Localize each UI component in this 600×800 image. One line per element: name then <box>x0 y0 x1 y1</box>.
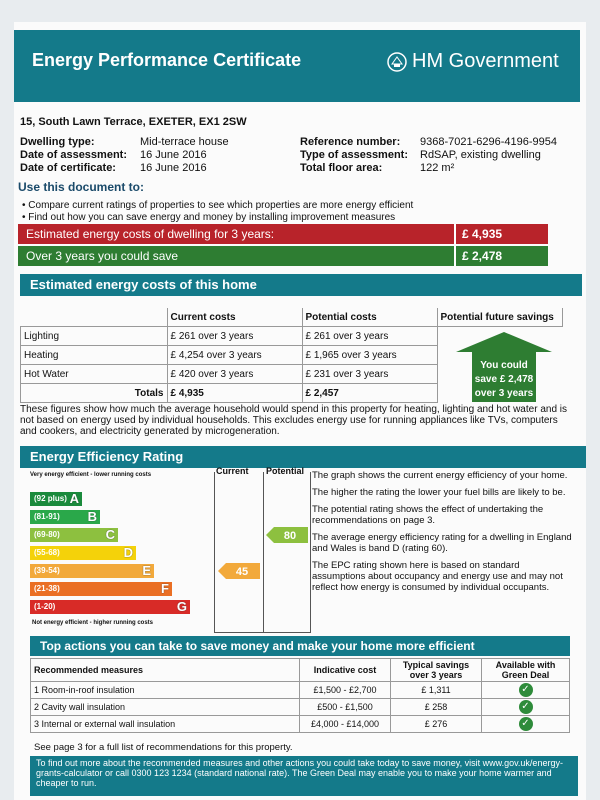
detail-value: RdSAP, existing dwelling <box>420 149 541 161</box>
band-letter: C <box>105 527 115 542</box>
use-heading: Use this document to: <box>18 180 145 194</box>
detail-label: Total floor area: <box>300 162 383 174</box>
col-header: Potential costs <box>302 308 437 327</box>
col-header: Current costs <box>167 308 302 327</box>
detail-value: 16 June 2016 <box>140 162 207 174</box>
potential-cost: £ 261 over 3 years <box>302 327 437 346</box>
measure-name: 2 Cavity wall insulation <box>31 699 300 716</box>
col-header: Indicative cost <box>300 659 391 682</box>
header-banner <box>14 30 580 102</box>
explanation-paragraph: The average energy efficiency rating for a dwelling in England and Wales is band D (rating 60). <box>312 532 572 554</box>
svg-text:45: 45 <box>235 566 249 578</box>
typical-savings: £ 258 <box>391 699 482 716</box>
inefficient-note: Not energy efficient - higher running costs <box>32 620 154 626</box>
detail-value: 122 m² <box>420 162 455 174</box>
certificate-page <box>14 22 586 800</box>
current-header: Current <box>216 466 249 476</box>
savings-summary-value: £ 2,478 <box>454 246 548 266</box>
check-icon: ✓ <box>519 683 533 697</box>
costs-section-title-text: Estimated energy costs of this home <box>30 277 257 292</box>
efficiency-chart <box>28 466 310 632</box>
use-bullet: • Find out how you can save energy and money by installing improvement measures <box>22 212 396 223</box>
use-bullet: • Compare current ratings of properties to see which properties are more energy efficient <box>22 200 414 211</box>
band-g <box>30 600 190 614</box>
potential-column <box>262 472 311 633</box>
table-row <box>31 716 570 733</box>
savings-summary-label: Over 3 years you could save <box>26 249 179 263</box>
detail-label: Reference number: <box>300 136 401 148</box>
col-header: Available with Green Deal <box>482 659 570 682</box>
efficient-note: Very energy efficient - lower running costs <box>30 472 152 478</box>
explanation-paragraph: The EPC rating shown here is based on standard assumptions about occupancy and energy use and may not reflect how energy is consumed by individual occupants. <box>312 560 563 593</box>
savings-arrow <box>456 332 552 402</box>
table-row <box>31 699 570 716</box>
band-range: (1-20) <box>34 602 56 611</box>
cost-summary-bar <box>18 224 548 244</box>
band-letter: B <box>87 509 97 524</box>
col-header: Potential future savings <box>437 308 562 327</box>
property-address: 15, South Lawn Terrace, EXETER, EX1 2SW <box>20 116 247 128</box>
band-f <box>30 582 172 596</box>
band-range: (21-38) <box>34 584 60 593</box>
detail-label: Type of assessment: <box>300 149 409 161</box>
row-label: Hot Water <box>21 365 168 384</box>
current-cost: £ 4,254 over 3 years <box>167 346 302 365</box>
band-range: (92 plus) <box>34 494 67 503</box>
detail-value: 16 June 2016 <box>140 149 207 161</box>
costs-note: These figures show how much the average household would spend in this property for heating, lighting and hot water and is not based on energy used by individual households. This excludes energy use for running appliances like TVs, computers and cookers, and electricity generated by microgeneration. <box>20 404 568 437</box>
typical-savings: £ 1,311 <box>391 682 482 699</box>
totals-label: Totals <box>21 384 168 403</box>
band-range: (69-80) <box>34 530 60 539</box>
band-letter: A <box>69 491 79 506</box>
svg-text:80: 80 <box>283 530 297 542</box>
band-c <box>30 528 118 542</box>
typical-savings: £ 276 <box>391 716 482 733</box>
row-label: Lighting <box>21 327 168 346</box>
detail-label: Date of certificate: <box>20 162 116 174</box>
indicative-cost: £500 - £1,500 <box>300 699 391 716</box>
band-letter: E <box>142 563 151 578</box>
efficiency-explanation <box>312 470 574 599</box>
see-page-note: See page 3 for a full list of recommendations for this property. <box>34 742 293 753</box>
detail-label: Date of assessment: <box>20 149 127 161</box>
savings-arrow-line: over 3 years <box>474 388 534 399</box>
band-range: (55-68) <box>34 548 60 557</box>
page-title: Energy Performance Certificate <box>32 50 302 70</box>
explanation-paragraph: The graph shows the current energy efficiency of your home. <box>312 470 568 481</box>
detail-value: 9368-7021-6296-4196-9954 <box>420 136 558 148</box>
col-header: Typical savings over 3 years <box>391 659 482 682</box>
potential-header: Potential <box>266 466 305 476</box>
government-name: HM Government <box>412 50 559 72</box>
potential-rating-marker <box>266 527 308 543</box>
footer-banner: To find out more about the recommended measures and other actions you could take today to save money, visit www.gov.uk/energy-grants-calculator or call 0300 123 1234 (standard national rate). The Green Deal may enable you to make your home warmer and cheaper to run. <box>30 756 578 796</box>
details-right <box>300 136 557 175</box>
check-icon: ✓ <box>519 700 533 714</box>
detail-value: Mid-terrace house <box>140 136 229 148</box>
band-letter: D <box>123 545 133 560</box>
current-rating-marker <box>218 563 260 579</box>
check-icon: ✓ <box>519 717 533 731</box>
efficiency-title-text: Energy Efficiency Rating <box>30 449 184 464</box>
savings-arrow-line: save £ 2,478 <box>474 374 534 385</box>
explanation-paragraph: The potential rating shows the effect of undertaking the recommendations on page 3. <box>312 504 544 526</box>
band-letter: G <box>176 599 187 614</box>
use-bullet-text: Find out how you can save energy and money by installing improvement measures <box>28 212 396 223</box>
measure-name: 1 Room-in-roof insulation <box>31 682 300 699</box>
government-logo <box>386 50 559 73</box>
measure-name: 3 Internal or external wall insulation <box>31 716 300 733</box>
efficiency-section-title <box>20 446 586 468</box>
indicative-cost: £4,000 - £14,000 <box>300 716 391 733</box>
detail-label: Dwelling type: <box>20 136 95 148</box>
potential-cost: £ 231 over 3 years <box>302 365 437 384</box>
measures-table <box>30 658 570 733</box>
total-current: £ 4,935 <box>167 384 302 403</box>
indicative-cost: £1,500 - £2,700 <box>300 682 391 699</box>
band-range: (81-91) <box>34 512 60 521</box>
col-header: Recommended measures <box>31 659 300 682</box>
band-b <box>30 510 100 524</box>
potential-cost: £ 1,965 over 3 years <box>302 346 437 365</box>
current-cost: £ 261 over 3 years <box>167 327 302 346</box>
current-cost: £ 420 over 3 years <box>167 365 302 384</box>
total-potential: £ 2,457 <box>302 384 437 403</box>
actions-section-title <box>30 636 570 656</box>
savings-summary-bar <box>18 246 548 266</box>
band-a <box>30 492 82 506</box>
cost-summary-label: Estimated energy costs of dwelling for 3 years: <box>26 227 275 241</box>
table-row <box>31 682 570 699</box>
details-left <box>20 136 229 175</box>
band-e <box>30 564 154 578</box>
current-column <box>214 472 264 633</box>
crest-icon <box>386 51 408 73</box>
row-label: Heating <box>21 346 168 365</box>
band-letter: F <box>161 581 169 596</box>
use-bullet-text: Compare current ratings of properties to see which properties are more energy efficient <box>28 200 414 211</box>
explanation-paragraph: The higher the rating the lower your fuel bills are likely to be. <box>312 487 566 498</box>
cost-summary-value: £ 4,935 <box>454 224 548 244</box>
savings-arrow-line: You could <box>480 360 528 371</box>
band-d <box>30 546 136 560</box>
band-range: (39-54) <box>34 566 60 575</box>
actions-title-text: Top actions you can take to save money and make your home more efficient <box>40 639 475 653</box>
costs-section-title <box>20 274 582 296</box>
